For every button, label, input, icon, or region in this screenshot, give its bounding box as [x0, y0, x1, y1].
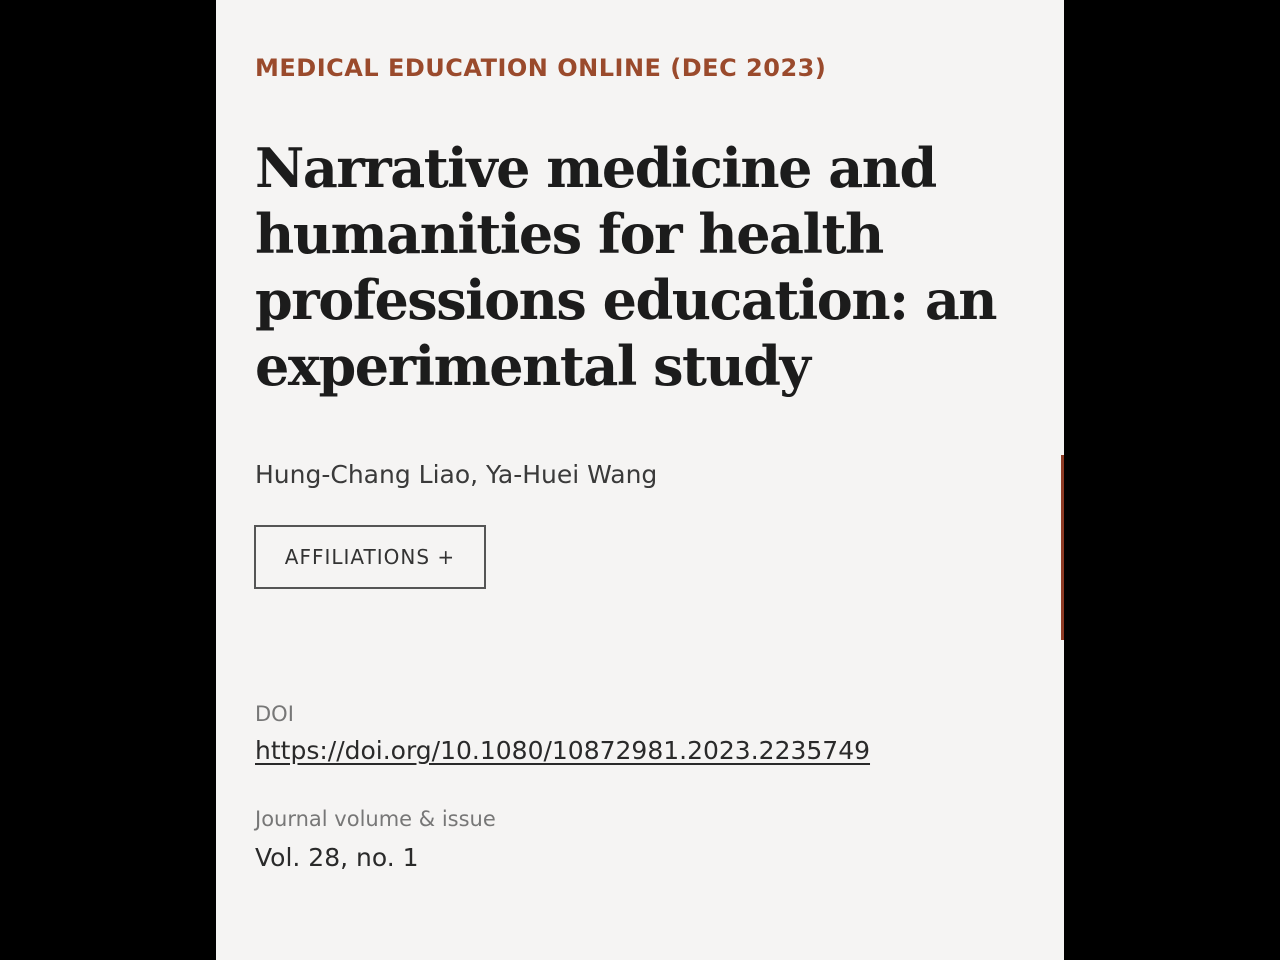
volume-label: Journal volume & issue — [255, 807, 496, 831]
article-authors: Hung-Chang Liao, Ya-Huei Wang — [255, 460, 658, 489]
scroll-accent-bar — [1061, 455, 1064, 640]
article-page — [216, 0, 1064, 960]
article-title: Narrative medicine and humanities for health professions education: an experimental study — [255, 136, 997, 398]
volume-value: Vol. 28, no. 1 — [255, 843, 419, 872]
doi-link[interactable]: https://doi.org/10.1080/10872981.2023.2235749 — [255, 736, 871, 765]
doi-label: DOI — [255, 702, 294, 726]
affiliations-button[interactable]: AFFILIATIONS + — [254, 525, 486, 589]
journal-name: MEDICAL EDUCATION ONLINE (DEC 2023) — [255, 54, 827, 82]
